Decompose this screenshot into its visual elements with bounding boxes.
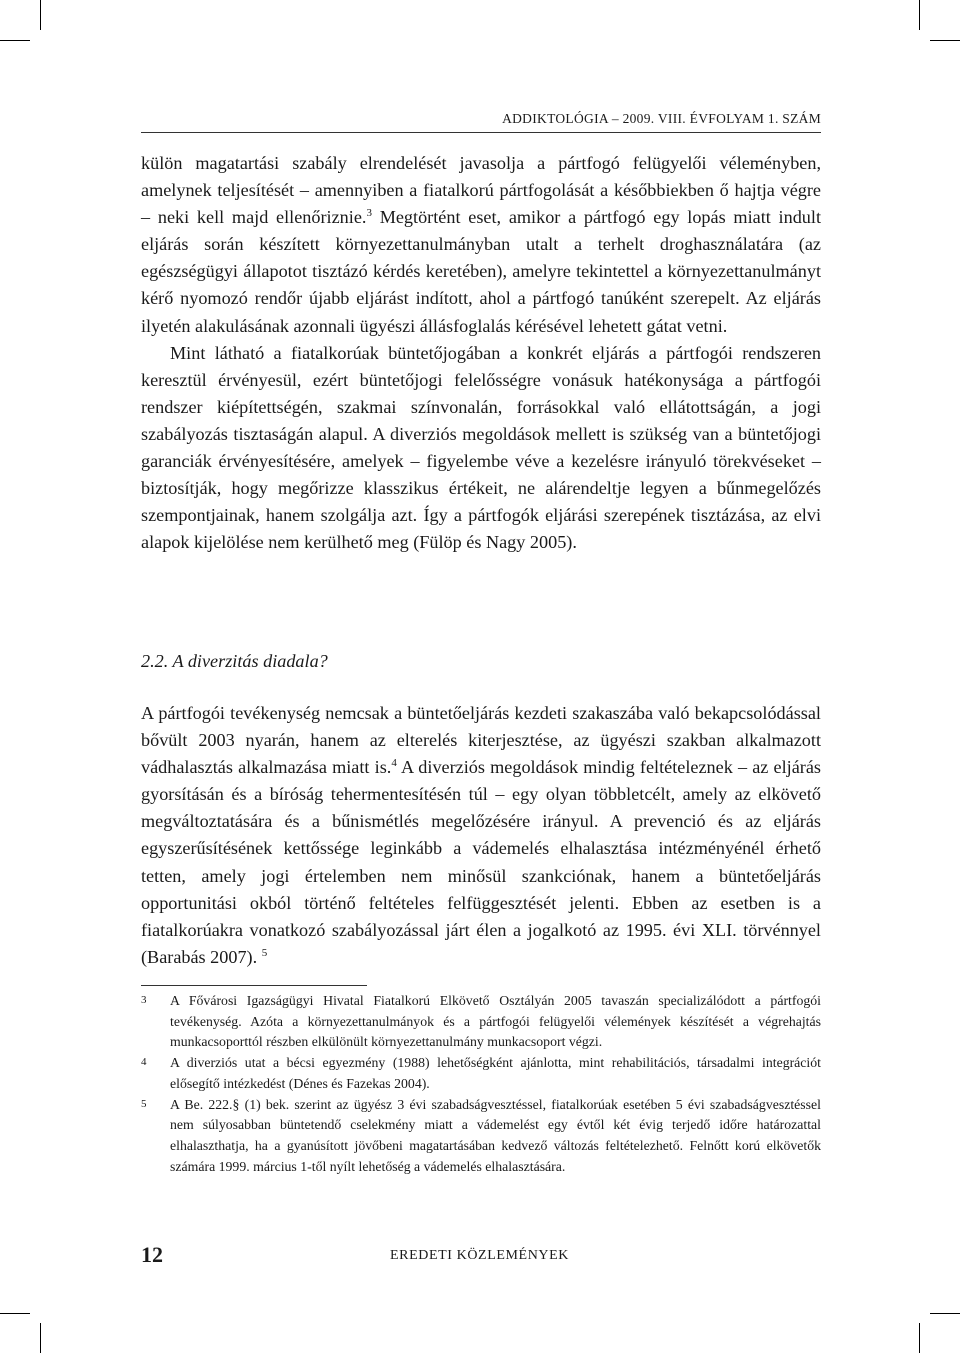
section-label: EREDETI KÖZLEMÉNYEK (390, 1248, 569, 1263)
body-text (141, 150, 821, 556)
crop-mark-top-left-v (40, 0, 41, 30)
crop-mark-bottom-right-h (930, 1313, 960, 1314)
footnote-number: 5 (141, 1097, 147, 1110)
footnote-ref-3[interactable]: 3 (366, 207, 372, 220)
paragraph-3 (141, 700, 821, 971)
paragraph-2: Mint látható a fiatalkorúak büntetőjogában a konkrét eljárás a pártfogói rendszeren keresztül érvényesül, ezért büntetőjogi felelősségre vonásuk hatékonysága a pártfogói rendszer kiépítettségén, szakmai színvonalán, forrásokkal való ellátottságán, a jogi szabályozás tisztaságán alapul. A diverziós megoldások mellett is szükség van a büntetőjogi garanciák érvényesítésére, amelyek – figyelembe véve a kezelésre irányuló törekvéseket – biztosítják, hogy megőrizze klasszikus értékeit, ne alárendeltje legyen a bűnmegelőzés szempontjainak, hanem szolgálja azt. Így a pártfogók eljárási szerepének tisztázása, az elvi alapok kijelölése nem kerülhető meg (Fülöp és Nagy 2005). (141, 342, 821, 553)
footnote-text: A diverziós utat a bécsi egyezmény (1988) lehetőségként ajánlotta, mint rehabilitációs, társadalmi integrációt elősegítő intézkedést (Dénes és Fazekas 2004). (170, 1055, 821, 1091)
footnotes (141, 991, 821, 1177)
footnote-text: A Fővárosi Igazságügyi Hivatal Fiatalkorú Elkövető Osztályán 2005 tavaszán specializálódott a pártfogói tevékenység. Azóta a környezettanulmányok és a pártfogói felügyelői vélemények készítését a végrehajtás munkacsoporttól részben elkülönült környezettanulmány munkacsoport végzi. (170, 993, 821, 1050)
body-text-section (141, 700, 821, 971)
page-footer (141, 1242, 821, 1272)
page-number: 12 (141, 1242, 163, 1267)
running-header: ADDIKTOLÓGIA – 2009. VIII. ÉVFOLYAM 1. SZÁM (141, 111, 821, 133)
paragraph-3-text-a: A pártfogói tevékenység nemcsak a büntetőeljárás kezdeti szakaszába való bekapcsolódással bővült 2003 nyarán, hanem az elterelés kiterjesztése, az ügyészi szakban alkalmazott vádhalasztás alkalmazása miatt is. (141, 703, 821, 778)
footnote-ref-5[interactable]: 5 (261, 946, 268, 959)
footnote-item (141, 1095, 821, 1178)
paragraph-1-text-a: külön magatartási szabály elrendelését javasolja a pártfogó felügyelői véleményben, amelynek teljesítését – amennyiben a fiatalkorú pártfogolását a későbbiekben ő hajtja végre – neki kell majd ellenőriznie. (141, 153, 821, 228)
footnote-item (141, 991, 821, 1053)
crop-mark-bottom-left-v (40, 1323, 41, 1353)
crop-mark-bottom-left-h (0, 1313, 30, 1314)
footnote-divider (141, 985, 367, 986)
footnote-text: A Be. 222.§ (1) bek. szerint az ügyész 3 évi szabadságvesztéssel, fiatalkorúak esetében 5 évi szabadságvesztéssel nem súlyosabban büntetendő cselekmény miatt a vádemelést egy évtől két évig terjedő időre határozattal elhalaszthatja, ha a gyanúsított jövőbeni magatartásában kedvező változás feltételezhető. Felnőtt korú elkövetők számára 1999. március 1-től nyílt lehetőség a vádemelés elhalasztására. (170, 1096, 821, 1174)
section-heading: 2.2. A diverzitás diadala? (141, 651, 328, 671)
crop-mark-top-right-v (919, 0, 920, 30)
footnote-number: 3 (141, 994, 147, 1006)
footnote-item (141, 1053, 821, 1094)
crop-mark-bottom-right-v (919, 1323, 920, 1353)
crop-mark-top-right-h (930, 40, 960, 41)
paragraph-3-text-b: A diverziós megoldások mindig feltételeznek – az eljárás gyorsításán és a bíróság tehermentesítésén túl – egy olyan többletcélt, amely az elkövető megváltoztatására és a bűnismétlés megelőzésére irányul. A prevenció és az eljárás egyszerűsítésének kettőssége leginkább a vádemelés elhalasztása intézményénél érhető tetten, amely jogi értelemben nem minősül szankciónak, hanem a büntetőeljárás opportunitási okból történő feltételes felfüggesztését jelenti. Ebben az esetben is a fiatalkorúakra vonatkozó szabályozással járt élen a jogalkotó az 1995. évi XLI. törvénnyel (Barabás 2007). (141, 757, 822, 967)
footnote-ref-4[interactable]: 4 (391, 757, 397, 770)
paragraph-1-text-b: Megtörtént eset, amikor a pártfogó egy lopás miatt indult eljárás során készített környezettanulmányban utalt a terhelt droghasználatára (az egészségügyi állapotot tisztázó kérdés keretében), amelyre tekintettel a környezettanulmányt kérő nyomozó rendőr újabb eljárást indított, ahol a pártfogó tanúként szerepelt. Az eljárás ilyetén alakulásának azonnali ügyészi állásfoglalás kérésével lehetett gátat vetni. (141, 207, 821, 336)
crop-mark-top-left-h (0, 40, 30, 41)
footnote-number: 4 (141, 1056, 147, 1069)
paragraph-1 (141, 150, 821, 340)
